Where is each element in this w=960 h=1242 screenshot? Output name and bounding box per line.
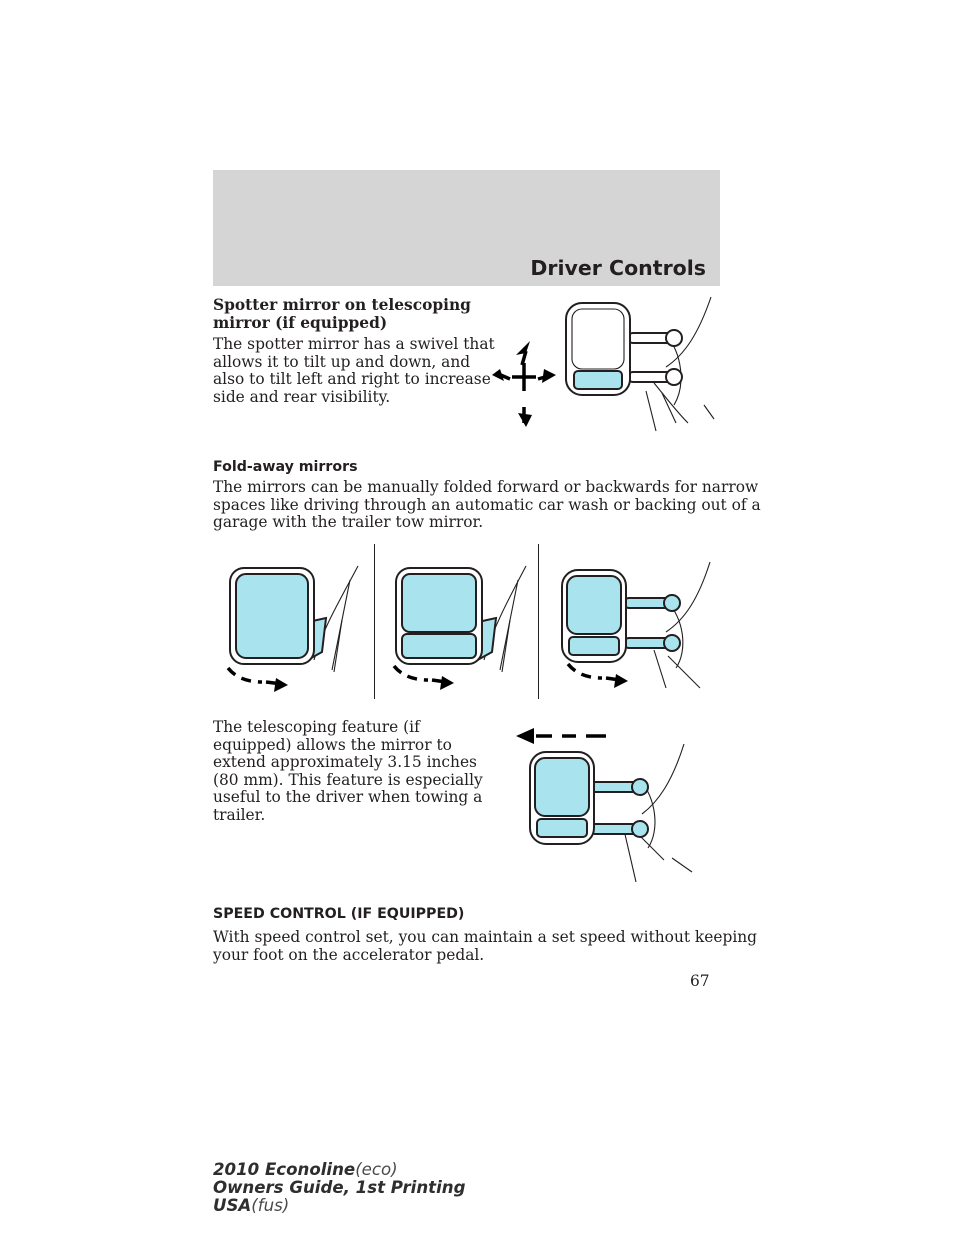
body-line: The spotter mirror has a swivel that — [213, 335, 495, 353]
fold-mirror-illustration — [392, 560, 537, 695]
footer-market-code: (fus) — [251, 1196, 290, 1215]
spotter-body — [213, 336, 495, 406]
body-line: With speed control set, you can maintain a set speed without keeping — [213, 928, 758, 946]
foldaway-heading: Fold-away mirrors — [213, 459, 358, 475]
body-line: equipped) allows the mirror to — [213, 735, 452, 754]
figure-divider — [374, 544, 375, 699]
footer-market: USA — [213, 1196, 252, 1215]
telescoping-body — [213, 719, 483, 825]
body-line: extend approximately 3.15 inches — [213, 753, 477, 772]
body-line: trailer. — [213, 805, 266, 824]
section-title: Driver Controls — [530, 256, 706, 280]
speed-control-body — [213, 929, 757, 964]
footer-model: 2010 Econoline — [213, 1160, 356, 1179]
fold-mirror-illustration — [558, 560, 718, 695]
fold-mirror-illustration — [222, 560, 372, 695]
footer-model-code: (eco) — [355, 1160, 398, 1179]
figure-divider — [538, 544, 539, 699]
spotter-heading-line: Spotter mirror on telescoping — [213, 296, 471, 314]
spotter-heading-line: mirror (if equipped) — [213, 313, 388, 332]
body-line: also to tilt left and right to increase — [213, 370, 491, 389]
body-line: your foot on the accelerator pedal. — [213, 945, 485, 964]
footer-edition: Owners Guide, 1st Printing — [213, 1178, 466, 1197]
spotter-heading — [213, 297, 471, 332]
body-line: useful to the driver when towing a — [213, 788, 483, 807]
telescoping-mirror-illustration — [512, 722, 712, 887]
foldaway-body — [213, 479, 761, 532]
body-line: garage with the trailer tow mirror. — [213, 513, 484, 532]
print-footer — [213, 1161, 465, 1215]
speed-control-heading: SPEED CONTROL (IF EQUIPPED) — [213, 906, 465, 922]
body-line: The telescoping feature (if — [213, 718, 420, 736]
body-line: The mirrors can be manually folded forward or backwards for narrow — [213, 478, 759, 496]
body-line: spaces like driving through an automatic car wash or backing out of a — [213, 495, 761, 514]
body-line: side and rear visibility. — [213, 387, 391, 406]
body-line: (80 mm). This feature is especially — [213, 770, 483, 789]
section-header-band — [213, 170, 720, 286]
spotter-mirror-illustration — [486, 295, 716, 435]
page-number: 67 — [690, 972, 710, 990]
body-line: allows it to tilt up and down, and — [213, 352, 471, 371]
